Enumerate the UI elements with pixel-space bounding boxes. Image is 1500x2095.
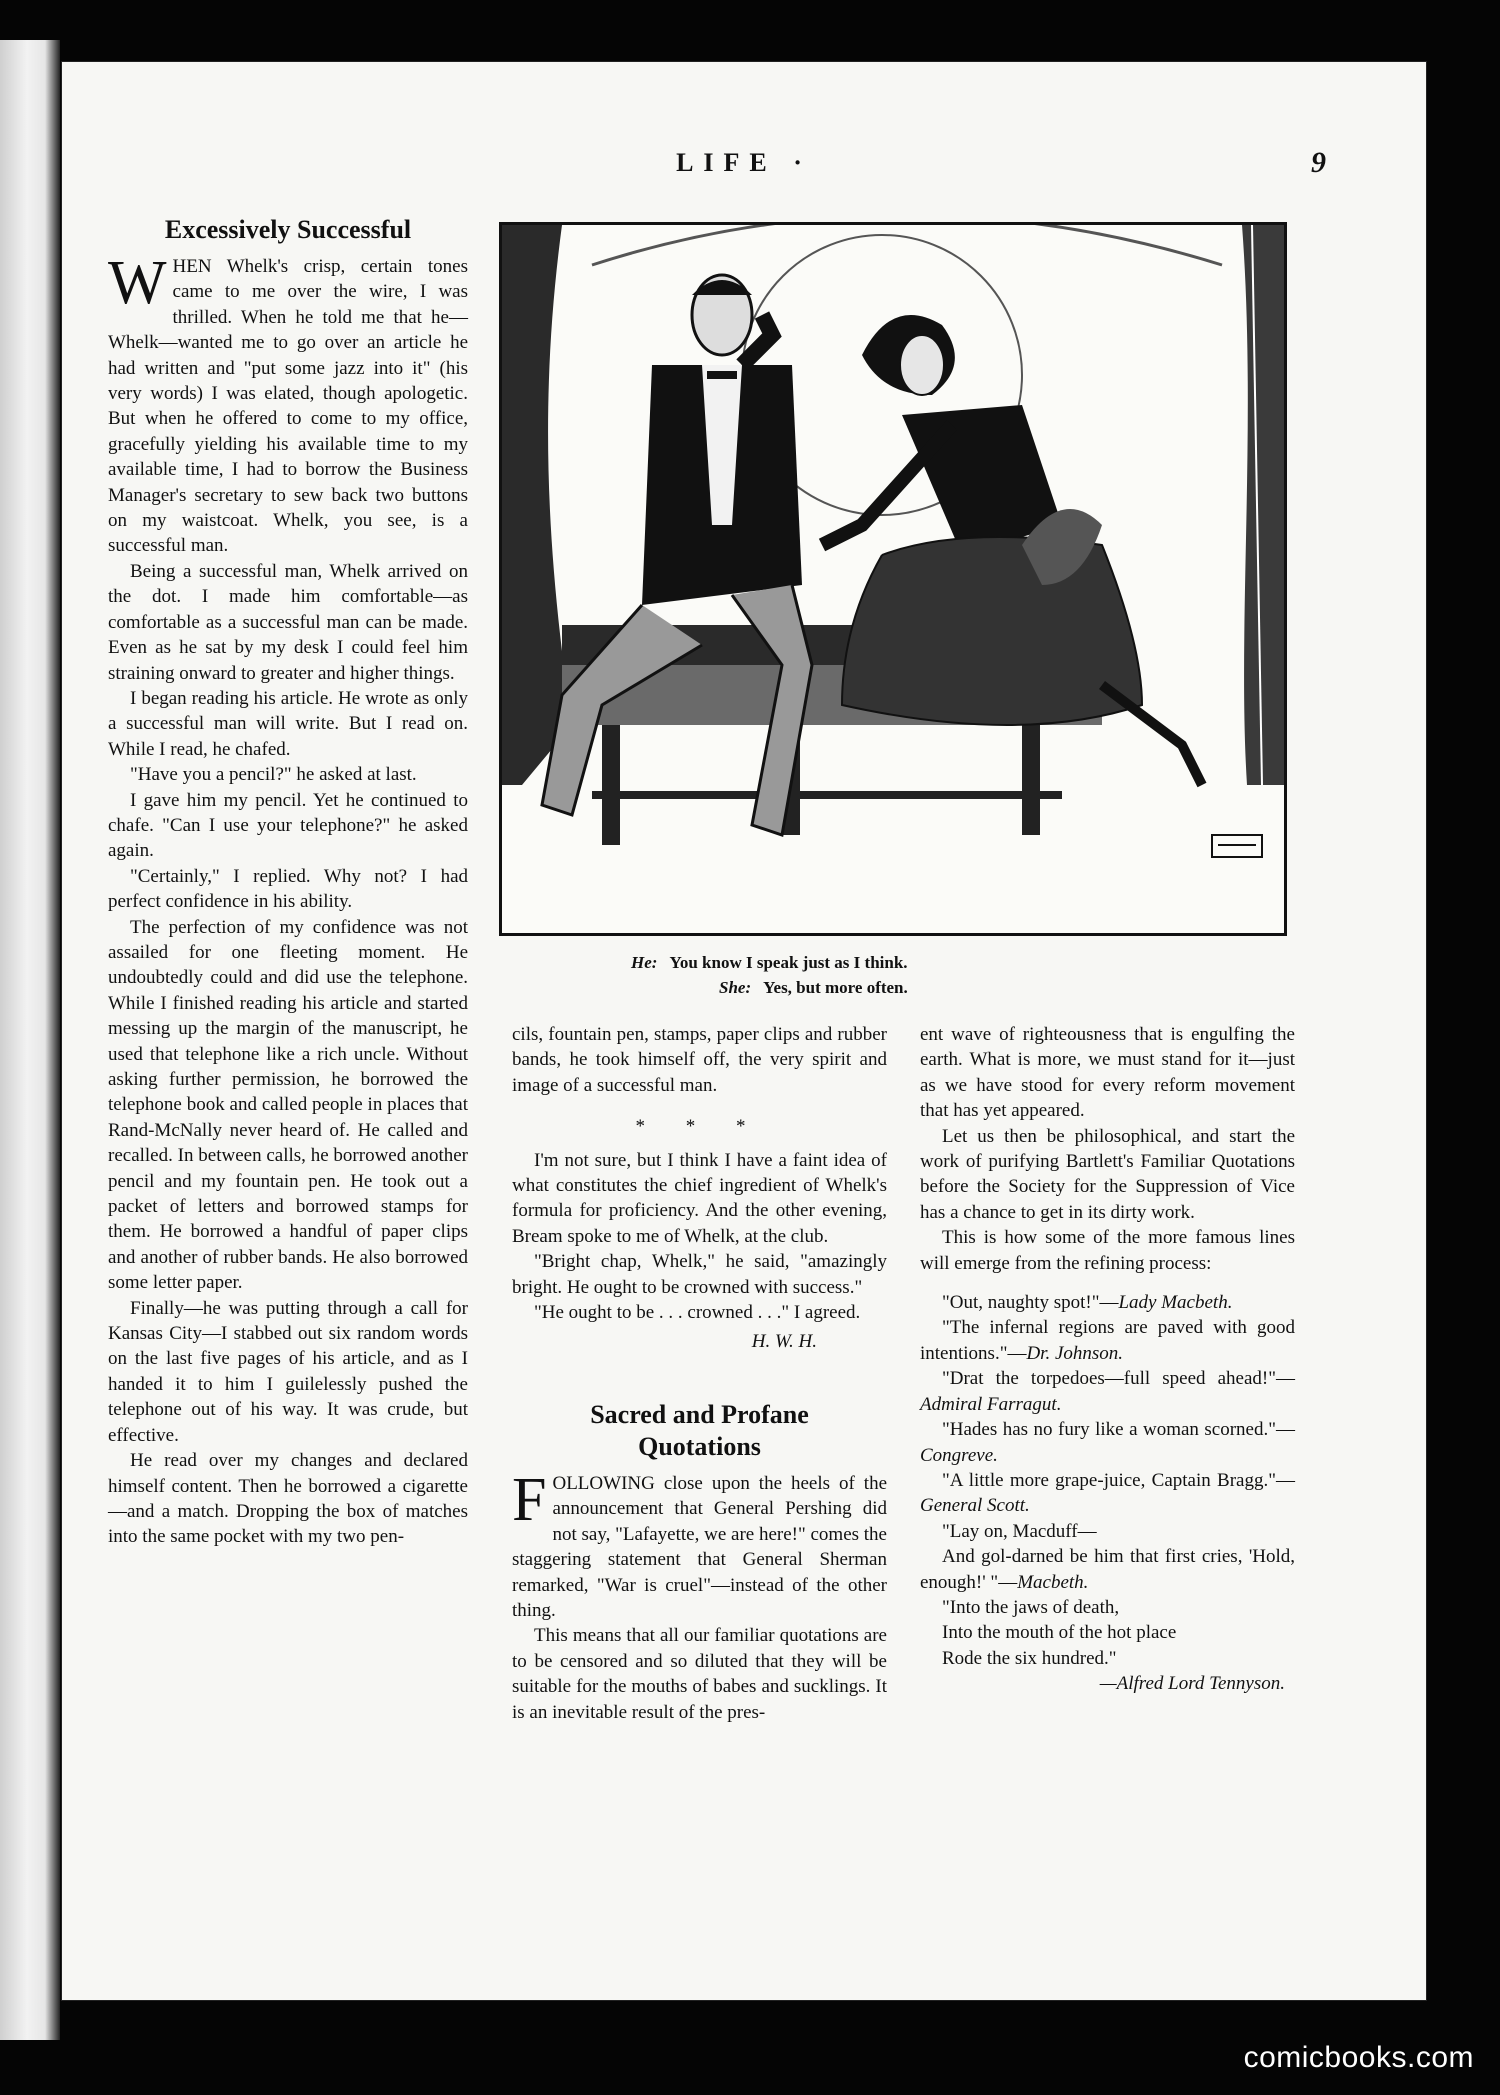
- quote-item: "The infernal regions are paved with good intentions."—Dr. Johnson.: [920, 1317, 1295, 1364]
- verse-line: Rode the six hundred.": [942, 1647, 1117, 1669]
- middle-column: [512, 1022, 887, 1725]
- magazine-title: LIFE: [676, 148, 777, 177]
- article-paragraph: The perfection of my confidence was not assailed for one fleeting moment. He undoubtedly could and did use the telephone. While I finished reading his article and started messing up the margin of the manuscript, he used that telephone like a rich uncle. Without asking further permission, he borrowed the telephone book and called people in places that Rand-McNally never heard of. He called and recalled. In between calls, he borrowed another pencil and my fountain pen. He took out a packet of letters and borrowed stamps for them. He borrowed a handful of paper clips and another of rubber bands. He also borrowed some letter paper.: [108, 916, 468, 1294]
- verse-line: "Into the jaws of death,: [942, 1596, 1120, 1618]
- article-excessively-successful: [108, 214, 468, 1550]
- quote-item: "A little more grape-juice, Captain Bragg."—General Scott.: [920, 1469, 1295, 1517]
- article-paragraph: "Bright chap, Whelk," he said, "amazingly bright. He ought to be crowned with success.": [512, 1251, 887, 1298]
- article-paragraph: Let us then be philosophical, and start the work of purifying Bartlett's Familiar Quotations before the Society for the Suppression of Vice has a chance to get in its dirty work.: [920, 1125, 1295, 1223]
- article-paragraph: This means that all our familiar quotations are to be censored and so diluted that they will be suitable for the mouths of babes and sucklings. It is an inevitable result of the pres-: [512, 1625, 887, 1723]
- quote-item: And gol-darned be him that first cries, 'Hold, enough!' "—Macbeth.: [920, 1546, 1295, 1593]
- article-paragraph: I began reading his article. He wrote as only a successful man will write. But I read on. While I read, he chafed.: [108, 687, 468, 760]
- magazine-page: [62, 62, 1426, 2000]
- article-paragraph: I gave him my pencil. Yet he continued to chafe. "Can I use your telephone?" he asked again.: [108, 789, 468, 862]
- cartoon-illustration: [499, 222, 1287, 936]
- article-title: Excessively Successful: [164, 215, 412, 244]
- article-title-sacred-profane: Sacred and Profane Quotations: [590, 1399, 809, 1461]
- article-paragraph: Finally—he was putting through a call for Kansas City—I stabbed out six random words on the last five pages of his article, and as I handed it to him I guilelessly pushed the telephone out of his way. It was crude, but effective.: [108, 1297, 468, 1446]
- article-paragraph: He read over my changes and declared himself content. Then he borrowed a cigarette—and a match. Dropping the box of matches into the same pocket with my two pen-: [108, 1450, 468, 1548]
- caption-speaker-he: He:: [631, 953, 658, 972]
- article-continuation: ent wave of righteousness that is engulfing the earth. What is more, we must stand for it—just as we have stood for every reform movement that has yet appeared.: [920, 1024, 1295, 1122]
- quote-item: "Out, naughty spot!"—Lady Macbeth.: [942, 1292, 1233, 1314]
- article-paragraph: "Have you a pencil?" he asked at last.: [130, 764, 417, 786]
- previous-page-edge: [0, 40, 60, 2040]
- drop-cap: F: [512, 1465, 547, 1534]
- article-paragraph: "Certainly," I replied. Why not? I had perfect confidence in his ability.: [108, 865, 468, 913]
- page-number: 9: [1311, 146, 1326, 179]
- couple-drawing: [502, 225, 1284, 933]
- site-watermark: comicbooks.com: [1243, 2041, 1474, 2074]
- section-separator: * * *: [635, 1116, 764, 1138]
- article-paragraph: This is how some of the more famous lines will emerge from the refining process:: [920, 1227, 1295, 1274]
- verse-attribution: —Alfred Lord Tennyson.: [1099, 1673, 1285, 1695]
- article-continuation: cils, fountain pen, stamps, paper clips and rubber bands, he took himself off, the very spirit and image of a successful man.: [512, 1024, 887, 1096]
- author-signature: H. W. H.: [751, 1331, 817, 1353]
- article-paragraph: FOLLOWING close upon the heels of the announcement that General Pershing did not say, "Lafayette, we are here!" comes the staggering statement that General Sherman remarked, "War is cruel"—instead of the other thing.: [512, 1465, 887, 1621]
- running-header: LIFE ·: [676, 148, 812, 177]
- quote-item: "Hades has no fury like a woman scorned."—Congreve.: [920, 1419, 1295, 1466]
- article-paragraph: Being a successful man, Whelk arrived on the dot. I made him comfortable—as comfortable as a successful man can be made. Even as he sat by my desk I could feel him straining onward to greater and higher things.: [108, 560, 468, 684]
- illustration-caption: [499, 950, 1281, 1000]
- article-paragraph: WHEN Whelk's crisp, certain tones came to me over the wire, I was thrilled. When he told me that he—Whelk—wanted me to go over an article he had written and "put some jazz into it" (his very words) I was elated, though apologetic. But when he offered to come to my office, gracefully yielding his available time to my available time, I had to borrow the Business Manager's secretary to sew back two buttons on my waistcoat. Whelk, you see, is a successful man.: [108, 249, 468, 557]
- caption-speaker-she: She:: [719, 978, 752, 997]
- article-paragraph: I'm not sure, but I think I have a faint idea of what constitutes the chief ingredient of Whelk's formula for proficiency. And the other evening, Bream spoke to me of Whelk, at the club.: [512, 1149, 887, 1247]
- caption-line-she: Yes, but more often.: [763, 978, 908, 997]
- right-column: [920, 1022, 1295, 1697]
- quote-item: "Lay on, Macduff—: [942, 1520, 1097, 1542]
- caption-line-he: You know I speak just as I think.: [669, 953, 908, 972]
- quote-item: "Drat the torpedoes—full speed ahead!"—Admiral Farragut.: [920, 1368, 1295, 1415]
- article-paragraph: "He ought to be . . . crowned . . ." I agreed.: [534, 1302, 861, 1324]
- verse-line: Into the mouth of the hot place: [942, 1622, 1177, 1644]
- drop-cap: W: [108, 249, 167, 317]
